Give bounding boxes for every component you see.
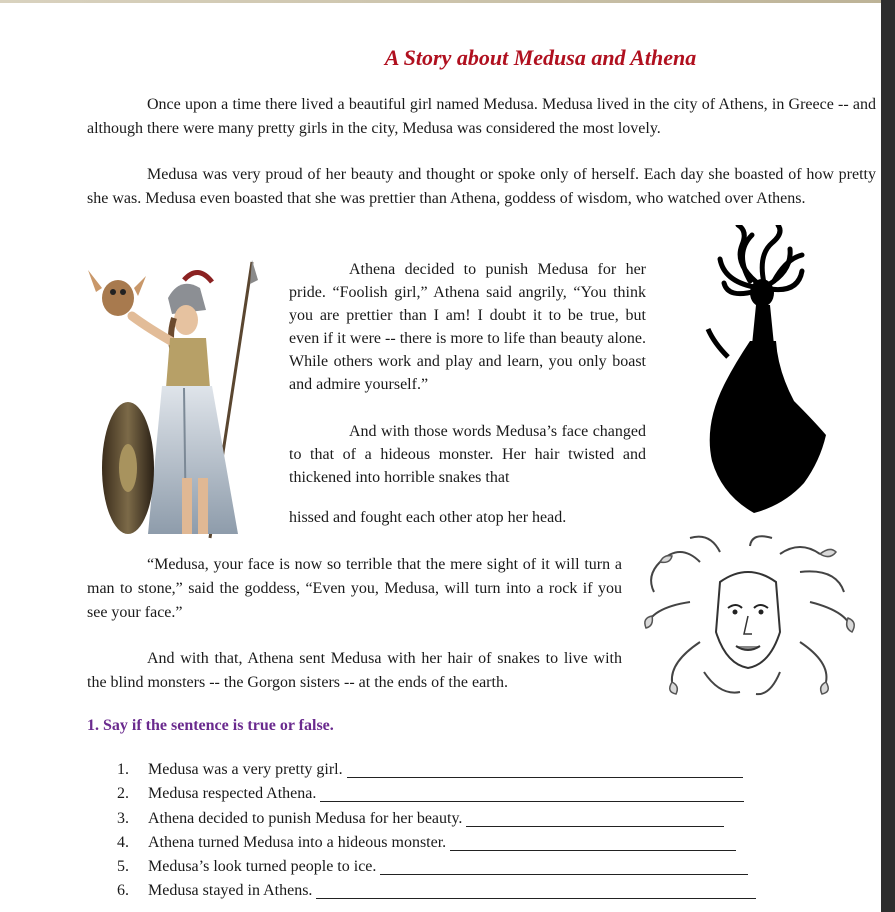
medusa-face-illustration <box>640 532 858 700</box>
question-number: 5. <box>117 857 129 875</box>
story-paragraph-3-text: Athena decided to punish Medusa for her pride. “Foolish girl,” Athena said angrily, “You think you are prettier than I am! I doubt it to be true, but even if it were -- there is more to life than beauty alone. While others work and play and learn, you only boast and admire yourself.” <box>289 261 646 393</box>
answer-line[interactable] <box>450 850 736 851</box>
question-text: Medusa stayed in Athens. <box>148 882 313 900</box>
question-number: 3. <box>117 809 129 827</box>
story-paragraph-5-text: “Medusa, your face is now so terrible that the mere sight of it will turn a man to stone,” said the goddess, “Even you, Medusa, will turn into a rock if you see your face.” <box>87 556 622 621</box>
question-number: 4. <box>117 833 129 851</box>
question-text: Athena turned Medusa into a hideous monster. <box>148 833 447 851</box>
answer-line[interactable] <box>380 874 748 875</box>
answer-line[interactable] <box>316 898 756 899</box>
story-paragraph-4 <box>289 420 646 489</box>
question-number: 2. <box>117 785 129 803</box>
answer-line[interactable] <box>466 826 724 827</box>
story-paragraph-1-text: Once upon a time there lived a beautiful girl named Medusa. Medusa lived in the city of Athens, in Greece -- and although there were many pretty girls in the city, Medusa was considered the most lovely. <box>87 96 876 137</box>
story-paragraph-4-continued: hissed and fought each other atop her head. <box>289 509 567 526</box>
question-row <box>117 782 797 806</box>
story-paragraph-5 <box>87 553 622 625</box>
question-text: Medusa’s look turned people to ice. <box>148 857 377 875</box>
viewer-gutter <box>881 0 895 912</box>
story-title: A Story about Medusa and Athena <box>384 45 697 70</box>
question-row <box>117 806 797 830</box>
exercise-title: 1. Say if the sentence is true or false. <box>87 717 334 734</box>
answer-line[interactable] <box>320 801 744 802</box>
answer-line[interactable] <box>347 777 743 778</box>
question-row <box>117 879 797 903</box>
story-paragraph-3 <box>289 258 646 396</box>
question-row <box>117 758 797 782</box>
athena-illustration <box>88 258 284 540</box>
story-paragraph-2-text: Medusa was very proud of her beauty and thought or spoke only of herself. Each day she boasted of how pretty she was. Medusa even boasted that she was prettier than Athena, goddess of wisdom, who watched over Athens. <box>87 166 876 207</box>
question-text: Athena decided to punish Medusa for her beauty. <box>148 809 463 827</box>
question-row <box>117 855 797 879</box>
story-paragraph-6-text: And with that, Athena sent Medusa with her hair of snakes to live with the blind monsters -- the Gorgon sisters -- at the ends of the earth. <box>87 650 622 691</box>
story-paragraph-2 <box>87 163 876 211</box>
question-row <box>117 831 797 855</box>
question-list <box>117 758 797 903</box>
question-text: Medusa respected Athena. <box>148 785 317 803</box>
question-text: Medusa was a very pretty girl. <box>148 761 343 779</box>
story-paragraph-4-text: And with those words Medusa’s face changed to that of a hideous monster. Her hair twisted and thickened into horrible snakes that <box>289 423 646 486</box>
story-paragraph-6 <box>87 647 622 695</box>
story-paragraph-1 <box>87 93 876 141</box>
medusa-silhouette-illustration <box>694 225 826 515</box>
page-top-edge <box>0 0 881 3</box>
question-number: 6. <box>117 882 129 900</box>
question-number: 1. <box>117 761 129 779</box>
